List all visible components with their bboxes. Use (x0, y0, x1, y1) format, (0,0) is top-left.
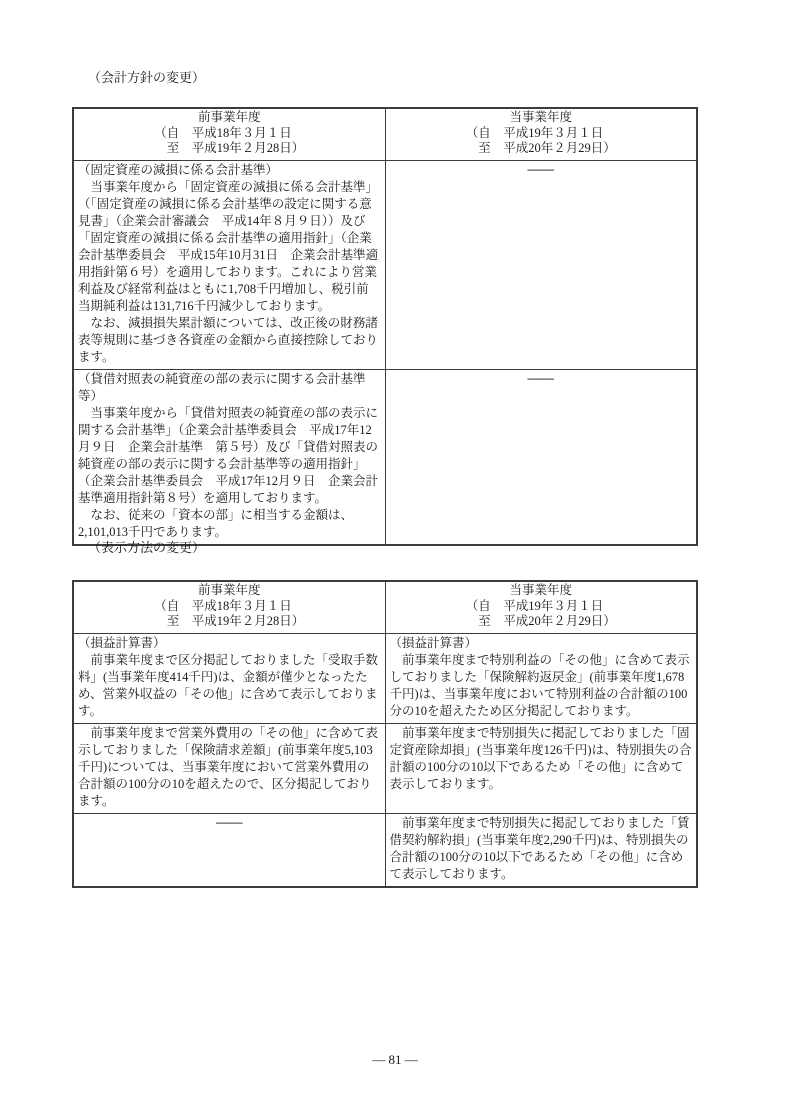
paragraph: 前事業年度まで特別損失に掲記しておりました「固定資産除却損」(当事業年度126千円)は、特別損失の合計額の100分の10以下であるため「その他」に含めて表示しております。 (389, 725, 692, 791)
paragraph: なお、従来の「資本の部」に相当する金額は、2,101,013千円であります。 (78, 507, 354, 539)
accounting-policy-change-table (72, 107, 698, 546)
table-row (73, 633, 697, 723)
cell-impairment-standard-current-year (385, 160, 697, 369)
cell-net-assets-standard-previous-year (73, 369, 385, 545)
none-dash: ─── (527, 371, 555, 386)
paragraph: 当事業年度から「固定資産の減損に係る会計基準」（「固定資産の減損に係る会計基準の設定に関する意見書」（企業会計審議会 平成14年８月９日））及び「固定資産の減損に係る会計基準の適用指針」（企業会計基準委員会 平成15年10月31日 企業会計基準適用指針第６号）を適用しております。これにより営業利益及び経常利益はともに1,708千円増加し、税引前当期純利益は131,716千円減少しております。 (78, 179, 379, 313)
table-row (73, 369, 697, 545)
note-title: （貸借対照表の純資産の部の表示に関する会計基準等） (78, 371, 366, 403)
cell-insurance-claim-difference-previous-year (73, 723, 385, 813)
column-header-previous-fiscal-year (73, 108, 385, 160)
current-fiscal-year-from: （自 平成19年３月１日 (465, 598, 604, 613)
previous-fiscal-year-to: 至 平成19年２月28日） (166, 141, 305, 155)
table-row (73, 723, 697, 813)
current-fiscal-year-header-block (466, 583, 616, 630)
table-header-row (73, 581, 697, 633)
previous-fiscal-year-header-block (154, 583, 304, 630)
section-heading-accounting-policy-change: （会計方針の変更） (88, 70, 206, 85)
cell-lease-cancellation-current-year (385, 813, 697, 887)
paragraph: 当事業年度から「貸借対照表の純資産の部の表示に関する会計基準」（企業会計基準委員会 平成17年12月９日 企業会計基準 第５号）及び「貸借対照表の純資産の部の表示に関する会計基準等の適用指針」（企業会計基準委員会 平成17年12月９日 企業会計基準適用指針第８号）を適用しております。 (78, 405, 379, 505)
cell-net-assets-standard-current-year (385, 369, 697, 545)
none-dash: ─── (527, 162, 555, 177)
current-fiscal-year-header-block (466, 110, 616, 157)
table-row (73, 160, 697, 369)
page-number: ― 81 ― (372, 1052, 418, 1067)
table-row (73, 813, 697, 887)
previous-fiscal-year-title: 前事業年度 (197, 110, 261, 124)
cell-income-statement-previous-year (73, 633, 385, 723)
paragraph: 前事業年度まで営業外費用の「その他」に含めて表示しておりました「保険請求差額」(前事業年度5,103千円)については、当事業年度において営業外費用の合計額の100分の10を超えたので、区分掲記しております。 (78, 725, 379, 808)
note-title: （損益計算書） (389, 635, 478, 650)
previous-fiscal-year-from: （自 平成18年３月１日 (154, 598, 292, 613)
paragraph: なお、減損損失累計額については、改正後の財務諸表等規則に基づき各資産の金額から直接控除しております。 (78, 315, 379, 364)
presentation-method-change-table (72, 580, 698, 888)
cell-impairment-standard-previous-year (73, 160, 385, 369)
current-fiscal-year-to: 至 平成20年２月29日） (478, 614, 616, 628)
current-fiscal-year-to: 至 平成20年２月29日） (478, 141, 616, 155)
paragraph: 前事業年度まで特別損失に掲記しておりました「賃借契約解約損」(当事業年度2,290千円)は、特別損失の合計額の100分の10以下であるため「その他」に含めて表示しております。 (389, 815, 690, 881)
cell-income-statement-current-year (385, 633, 697, 723)
paragraph: 前事業年度まで区分掲記しておりました「受取手数料」(当事業年度414千円)は、金額が僅少となったため、営業外収益の「その他」に含めて表示しております。 (78, 652, 379, 718)
column-header-previous-fiscal-year (73, 581, 385, 633)
previous-fiscal-year-header-block (154, 110, 304, 157)
cell-lease-cancellation-previous-year (73, 813, 385, 887)
column-header-current-fiscal-year (385, 581, 697, 633)
table-header-row (73, 108, 697, 160)
current-fiscal-year-title: 当事業年度 (509, 110, 572, 124)
none-dash: ─── (215, 815, 243, 830)
cell-fixed-asset-disposal-loss-current-year (385, 723, 697, 813)
current-fiscal-year-title: 当事業年度 (509, 583, 572, 597)
column-header-current-fiscal-year (385, 108, 697, 160)
previous-fiscal-year-to: 至 平成19年２月28日） (166, 614, 305, 628)
note-title: （損益計算書） (78, 635, 166, 650)
note-title: （固定資産の減損に係る会計基準） (78, 162, 279, 177)
previous-fiscal-year-title: 前事業年度 (197, 583, 261, 597)
previous-fiscal-year-from: （自 平成18年３月１日 (154, 125, 292, 140)
paragraph: 前事業年度まで特別利益の「その他」に含めて表示しておりました「保険解約返戻金」(前事業年度1,678千円)は、当事業年度において特別利益の合計額の100分の10を超えたため区分掲記しております。 (389, 652, 690, 718)
section-heading-presentation-method-change: （表示方法の変更） (88, 540, 206, 555)
current-fiscal-year-from: （自 平成19年３月１日 (465, 125, 604, 140)
